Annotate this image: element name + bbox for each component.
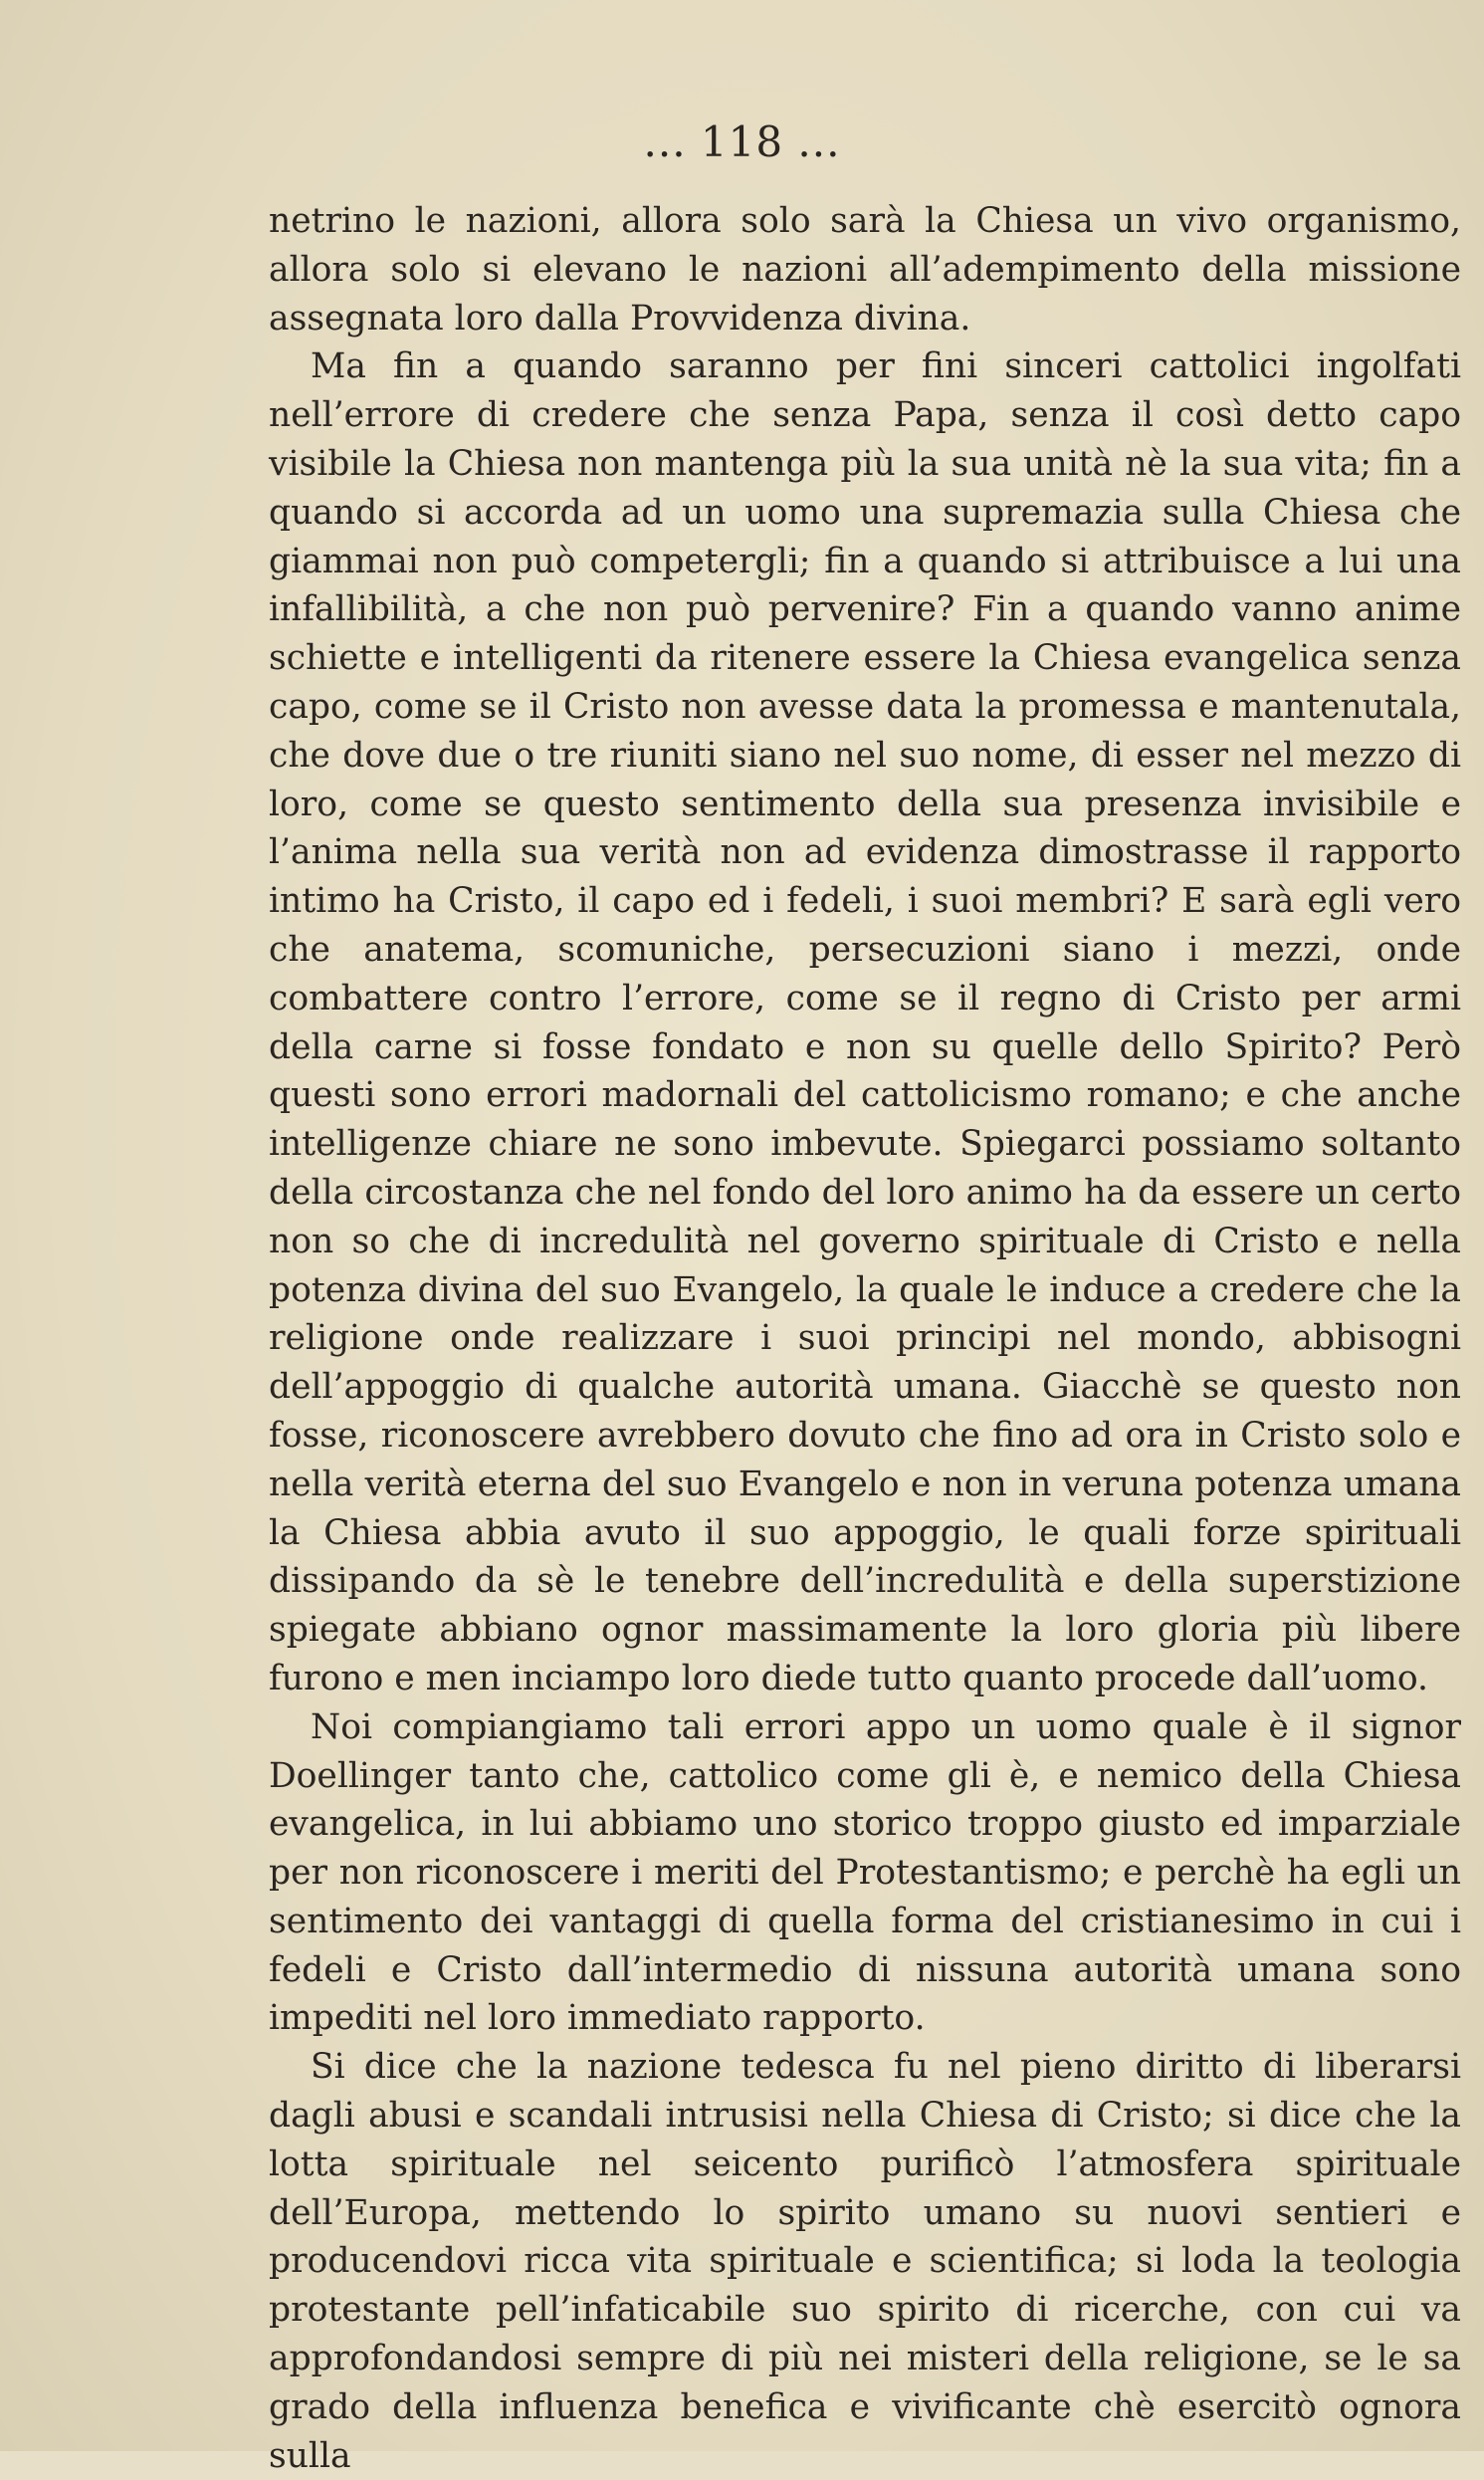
paragraph-papal-supremacy: Ma fin a quando saranno per fini sinceri cattolici ingolfati nell’errore di credere che senza Papa, senza il così detto capo visibile la Chiesa non mantenga più la sua unità nè la sua vita; fin a quando si accorda ad un uomo una supremazia sulla Chiesa che giammai non può competergli; fin a quando si attribuisce a lui una infallibilità, a che non può pervenire? Fin a quando vanno anime schiette e intelligenti da ritenere essere la Chiesa evangelica senza capo, come se il Cristo non avesse data la promessa e mantenutala, che dove due o tre riuniti siano nel suo nome, di esser nel mezzo di loro, come se questo sentimento della sua presenza invisibile e l’anima nella sua verità non ad evidenza dimostrasse il rapporto intimo ha Cristo, il capo ed i fedeli, i suoi membri? E sarà egli vero che anatema, scomuniche, persecuzioni siano i mezzi, onde combattere contro l’errore, come se il regno di Cristo per armi della carne si fosse fondato e non su quelle dello Spirito? Però questi sono errori madornali del cattolicismo romano; e che anche intelligenze chiare ne sono imbevute. Spiegarci possiamo soltanto della circostanza che nel fondo del loro animo ha da essere un certo non so che di incredulità nel governo spirituale di Cristo e nella potenza divina del suo Evangelo, la quale le induce a credere che la religione onde realizzare i suoi principi nel mondo, abbisogni dell’appoggio di qualche autorità umana. Giacchè se questo non fosse, riconoscere avrebbero dovuto che fino ad ora in Cristo solo e nella verità eterna del suo Evangelo e non in veruna potenza umana la Chiesa abbia avuto il suo appoggio, le quali forze spirituali dissipando da sè le tenebre dell’incredulità e della superstizione spiegate abbiano ognor massimamente la loro gloria più libere furono e men inciampo loro diede tutto quanto procede dall’uomo.	[269, 346, 1461, 1698]
paragraph-continuation: netrino le nazioni, allora solo sarà la Chiesa un vivo organismo, allora solo si elevano le nazioni all’adempimento della missione assegnata loro dalla Provvidenza divina.	[269, 201, 1461, 338]
paragraph-german-nation: Si dice che la nazione tedesca fu nel pieno diritto di liberarsi dagli abusi e scandali intrusisi nella Chiesa di Cristo; si dice che la lotta spirituale nel seicento purificò l’atmosfera spirituale dell’Europa, mettendo lo spirito umano su nuovi sentieri e producendovi ricca vita spirituale e scientifica; si loda la teologia protestante pell’infaticabile suo spirito di ricerche, con cui va approfondandosi sempre di più nei misteri della religione, se le sa grado della influenza benefica e vivificante chè esercitò ognora sulla	[269, 2047, 1461, 2476]
paragraph-doellinger: Noi compiangiamo tali errori appo un uomo quale è il signor Doellinger tanto che, cattolico come gli è, e nemico della Chiesa evangelica, in lui abbiamo uno storico troppo giusto ed imparziale per non riconoscere i meriti del Protestantismo; e perchè ha egli un sentimento dei vantaggi di quella forma del cristianesimo in cui i fedeli e Cristo dall’intermedio di nissuna autorità umana sono impediti nel loro immediato rapporto.	[269, 1706, 1461, 2039]
page-number: ... 118 ...	[643, 117, 841, 166]
body-text	[269, 197, 1461, 2480]
